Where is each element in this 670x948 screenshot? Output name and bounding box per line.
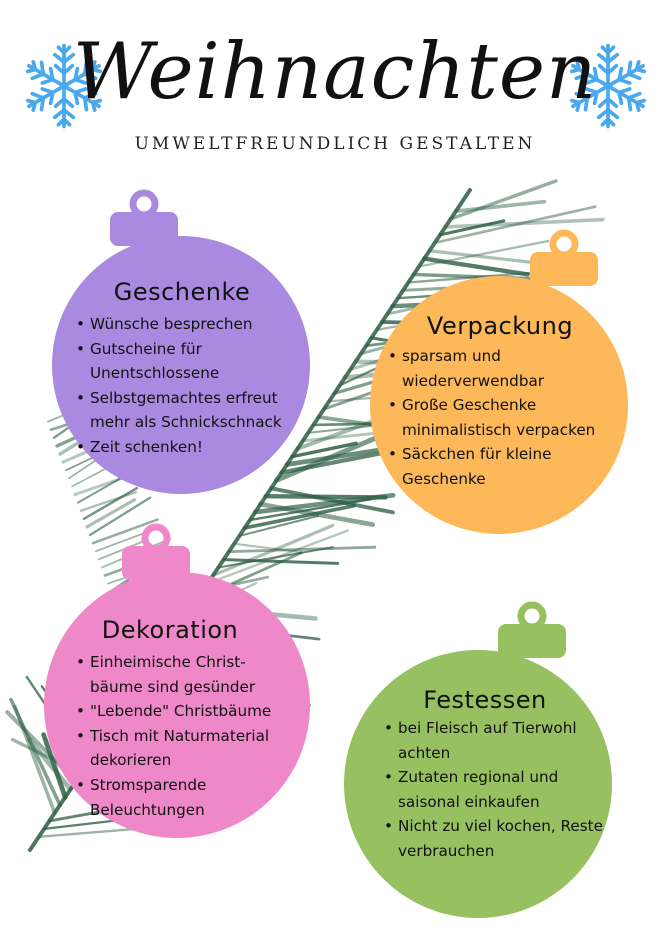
list-item: • Große Geschenke minimalistisch verpacken [388, 393, 614, 442]
list-item: • Nicht zu viel kochen, Reste verbrauchen [384, 814, 606, 863]
heading-geschenke: Geschenke [113, 278, 251, 306]
list-item: • Säckchen für kleine Geschenke [388, 442, 614, 491]
list-item: • Zeit schenken! [76, 435, 308, 460]
list-verpackung [388, 344, 614, 492]
list-item: • Tisch mit Naturmaterial dekorieren [76, 724, 296, 773]
list-item: • "Lebende" Christbäume [76, 699, 296, 724]
heading-dekoration: Dekoration [101, 616, 239, 644]
heading-verpackung: Verpackung [426, 312, 574, 340]
list-item: • sparsam und wiederverwendbar [388, 344, 614, 393]
ornament-festessen [344, 600, 614, 922]
list-geschenke [76, 312, 308, 460]
page-subtitle: UMWELTFREUNDLICH GESTALTEN [134, 134, 536, 154]
heading-festessen: Festessen [423, 686, 547, 714]
list-item: • Einheimische Christ-bäume sind gesünder [76, 650, 296, 699]
list-item: • Zutaten regional und saisonal einkaufen [384, 765, 606, 814]
ornament-dekoration [44, 522, 312, 842]
ornament-verpackung [370, 228, 630, 538]
list-item: • Stromsparende Beleuchtungen [76, 773, 296, 822]
list-dekoration [76, 650, 296, 822]
ornament-cap-festessen [492, 600, 572, 658]
list-item: • Gutscheine für Unentschlossene [76, 337, 308, 386]
list-item: • Selbstgemachtes erfreut mehr als Schnickschnack [76, 386, 308, 435]
page-title: Weihnachten [72, 27, 598, 117]
ornament-cap-verpackung [524, 228, 604, 286]
list-festessen [384, 716, 606, 864]
ornament-geschenke [52, 188, 312, 508]
list-item: • Wünsche besprechen [76, 312, 308, 337]
list-item: • bei Fleisch auf Tierwohl achten [384, 716, 606, 765]
